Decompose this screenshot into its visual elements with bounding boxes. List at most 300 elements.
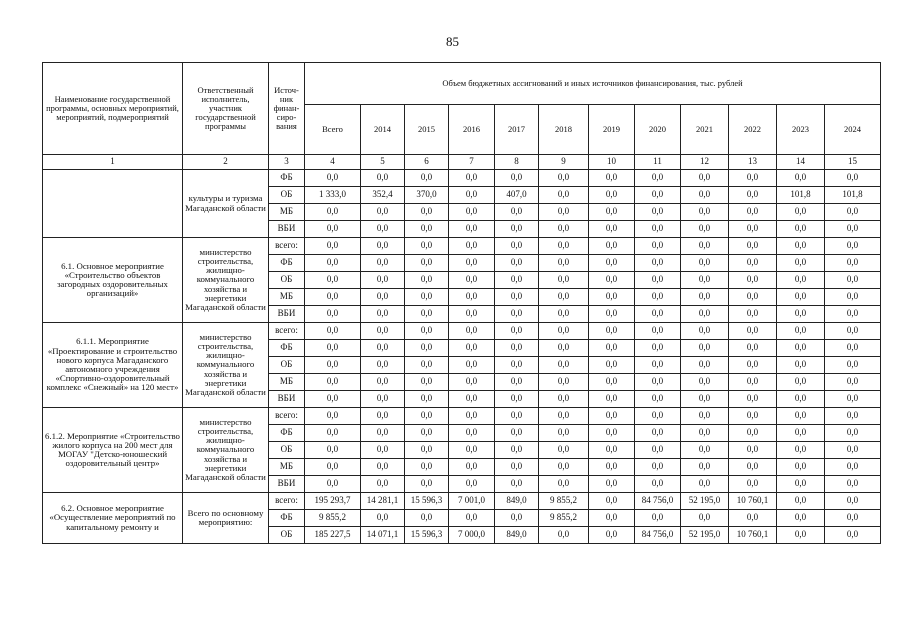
year-value-cell: 0,0 [449, 357, 495, 374]
year-value-cell: 0,0 [539, 459, 589, 476]
year-value-cell: 0,0 [681, 255, 729, 272]
year-value-cell: 0,0 [539, 442, 589, 459]
year-value-cell: 0,0 [405, 221, 449, 238]
year-value-cell: 0,0 [495, 323, 539, 340]
year-value-cell: 0,0 [405, 340, 449, 357]
header-name: Наименование государственной программы, основных мероприятий, мероприятий, подмероприятий [43, 63, 183, 155]
year-value-cell: 0,0 [825, 374, 881, 391]
year-value-cell: 0,0 [361, 408, 405, 425]
year-value-cell: 0,0 [405, 408, 449, 425]
year-value-cell: 0,0 [825, 323, 881, 340]
year-value-cell: 0,0 [635, 510, 681, 527]
total-value-cell: 0,0 [305, 204, 361, 221]
executor-cell: Всего по основному мероприятию: [183, 493, 269, 544]
executor-cell: культуры и туризма Магаданской области [183, 170, 269, 238]
year-value-cell: 0,0 [729, 476, 777, 493]
year-value-cell: 0,0 [495, 391, 539, 408]
budget-table [42, 62, 881, 544]
year-value-cell: 0,0 [729, 425, 777, 442]
year-value-cell: 0,0 [589, 476, 635, 493]
year-value-cell: 0,0 [729, 306, 777, 323]
column-number: 8 [495, 155, 539, 170]
column-number: 4 [305, 155, 361, 170]
year-value-cell: 0,0 [635, 272, 681, 289]
year-value-cell: 0,0 [589, 357, 635, 374]
year-value-cell: 0,0 [361, 255, 405, 272]
year-value-cell: 0,0 [405, 391, 449, 408]
year-value-cell: 0,0 [777, 357, 825, 374]
year-value-cell: 0,0 [449, 272, 495, 289]
year-value-cell: 0,0 [361, 170, 405, 187]
year-value-cell: 0,0 [777, 221, 825, 238]
executor-cell: министерство строительства, жилищно-коммунального хозяйства и энергетики Магаданской области [183, 408, 269, 493]
year-value-cell: 0,0 [449, 374, 495, 391]
header-executor: Ответственный исполнитель, участник государственной программы [183, 63, 269, 155]
year-value-cell: 0,0 [539, 187, 589, 204]
source-cell: всего: [269, 238, 305, 255]
year-value-cell: 0,0 [361, 476, 405, 493]
year-value-cell: 0,0 [825, 527, 881, 544]
year-value-cell: 0,0 [825, 238, 881, 255]
year-value-cell: 0,0 [777, 289, 825, 306]
year-value-cell: 0,0 [729, 204, 777, 221]
year-value-cell: 0,0 [361, 238, 405, 255]
year-value-cell: 0,0 [777, 510, 825, 527]
header-year: 2024 [825, 105, 881, 155]
year-value-cell: 0,0 [825, 442, 881, 459]
year-value-cell: 0,0 [589, 255, 635, 272]
year-value-cell: 0,0 [729, 170, 777, 187]
year-value-cell: 0,0 [635, 425, 681, 442]
table-row [43, 170, 881, 187]
year-value-cell: 0,0 [539, 391, 589, 408]
source-cell: ВБИ [269, 476, 305, 493]
year-value-cell: 0,0 [449, 238, 495, 255]
source-cell: ФБ [269, 340, 305, 357]
year-value-cell: 0,0 [635, 323, 681, 340]
year-value-cell: 0,0 [777, 340, 825, 357]
source-cell: МБ [269, 374, 305, 391]
year-value-cell: 0,0 [681, 306, 729, 323]
year-value-cell: 0,0 [729, 391, 777, 408]
year-value-cell: 7 001,0 [449, 493, 495, 510]
total-value-cell: 0,0 [305, 289, 361, 306]
year-value-cell: 0,0 [589, 221, 635, 238]
year-value-cell: 0,0 [681, 170, 729, 187]
year-value-cell: 0,0 [777, 493, 825, 510]
year-value-cell: 0,0 [449, 170, 495, 187]
source-cell: ФБ [269, 510, 305, 527]
year-value-cell: 0,0 [589, 204, 635, 221]
year-value-cell: 0,0 [777, 323, 825, 340]
source-cell: ВБИ [269, 221, 305, 238]
year-value-cell: 0,0 [405, 476, 449, 493]
year-value-cell: 0,0 [449, 510, 495, 527]
year-value-cell: 0,0 [589, 323, 635, 340]
year-value-cell: 84 756,0 [635, 527, 681, 544]
total-value-cell: 1 333,0 [305, 187, 361, 204]
source-cell: ОБ [269, 527, 305, 544]
year-value-cell: 14 071,1 [361, 527, 405, 544]
year-value-cell: 0,0 [635, 476, 681, 493]
year-value-cell: 0,0 [361, 221, 405, 238]
year-value-cell: 0,0 [539, 425, 589, 442]
header-year: 2020 [635, 105, 681, 155]
year-value-cell: 407,0 [495, 187, 539, 204]
year-value-cell: 849,0 [495, 527, 539, 544]
header-year: 2017 [495, 105, 539, 155]
year-value-cell: 0,0 [361, 272, 405, 289]
header-year: 2016 [449, 105, 495, 155]
year-value-cell: 0,0 [681, 323, 729, 340]
source-cell: ФБ [269, 255, 305, 272]
year-value-cell: 0,0 [777, 204, 825, 221]
year-value-cell: 0,0 [729, 289, 777, 306]
year-value-cell: 0,0 [777, 459, 825, 476]
year-value-cell: 0,0 [539, 289, 589, 306]
total-value-cell: 0,0 [305, 340, 361, 357]
executor-cell: министерство строительства, жилищно-коммунального хозяйства и энергетики Магаданской области [183, 323, 269, 408]
year-value-cell: 0,0 [681, 187, 729, 204]
year-value-cell: 0,0 [825, 170, 881, 187]
header-year: 2019 [589, 105, 635, 155]
year-value-cell: 0,0 [825, 204, 881, 221]
year-value-cell: 0,0 [635, 357, 681, 374]
header-source: Источ-ник финан-сиро-вания [269, 63, 305, 155]
year-value-cell: 9 855,2 [539, 493, 589, 510]
year-value-cell: 0,0 [635, 408, 681, 425]
year-value-cell: 0,0 [449, 221, 495, 238]
year-value-cell: 0,0 [681, 238, 729, 255]
year-value-cell: 0,0 [825, 357, 881, 374]
column-number: 12 [681, 155, 729, 170]
year-value-cell: 0,0 [729, 510, 777, 527]
year-value-cell: 0,0 [635, 306, 681, 323]
total-value-cell: 0,0 [305, 374, 361, 391]
year-value-cell: 0,0 [729, 408, 777, 425]
year-value-cell: 0,0 [539, 357, 589, 374]
total-value-cell: 0,0 [305, 391, 361, 408]
year-value-cell: 0,0 [589, 408, 635, 425]
year-value-cell: 0,0 [681, 391, 729, 408]
total-value-cell: 0,0 [305, 357, 361, 374]
year-value-cell: 0,0 [539, 374, 589, 391]
year-value-cell: 0,0 [635, 442, 681, 459]
year-value-cell: 0,0 [589, 425, 635, 442]
year-value-cell: 0,0 [777, 476, 825, 493]
year-value-cell: 0,0 [589, 527, 635, 544]
year-value-cell: 101,8 [825, 187, 881, 204]
year-value-cell: 0,0 [635, 289, 681, 306]
year-value-cell: 0,0 [405, 323, 449, 340]
year-value-cell: 0,0 [361, 306, 405, 323]
year-value-cell: 0,0 [589, 391, 635, 408]
column-number: 1 [43, 155, 183, 170]
source-cell: ОБ [269, 357, 305, 374]
total-value-cell: 185 227,5 [305, 527, 361, 544]
year-value-cell: 0,0 [589, 238, 635, 255]
year-value-cell: 0,0 [539, 221, 589, 238]
table-row [43, 323, 881, 340]
header-year: 2021 [681, 105, 729, 155]
total-value-cell: 0,0 [305, 306, 361, 323]
year-value-cell: 0,0 [361, 459, 405, 476]
year-value-cell: 0,0 [449, 289, 495, 306]
year-value-cell: 0,0 [361, 442, 405, 459]
source-cell: ВБИ [269, 391, 305, 408]
year-value-cell: 84 756,0 [635, 493, 681, 510]
year-value-cell: 0,0 [495, 289, 539, 306]
source-cell: МБ [269, 204, 305, 221]
year-value-cell: 0,0 [729, 255, 777, 272]
total-value-cell: 0,0 [305, 323, 361, 340]
year-value-cell: 0,0 [361, 357, 405, 374]
table-row [43, 238, 881, 255]
year-value-cell: 0,0 [405, 374, 449, 391]
year-value-cell: 0,0 [405, 459, 449, 476]
header-year: 2023 [777, 105, 825, 155]
header-year: 2015 [405, 105, 449, 155]
year-value-cell: 0,0 [777, 255, 825, 272]
year-value-cell: 0,0 [361, 289, 405, 306]
year-value-cell: 0,0 [449, 476, 495, 493]
year-value-cell: 0,0 [361, 391, 405, 408]
year-value-cell: 0,0 [495, 204, 539, 221]
source-cell: ВБИ [269, 306, 305, 323]
year-value-cell: 0,0 [681, 476, 729, 493]
year-value-cell: 0,0 [361, 323, 405, 340]
header-volume: Объем бюджетных ассигнований и иных источников финансирования, тыс. рублей [305, 63, 881, 105]
year-value-cell: 0,0 [449, 323, 495, 340]
year-value-cell: 0,0 [361, 510, 405, 527]
year-value-cell: 0,0 [539, 255, 589, 272]
total-value-cell: 0,0 [305, 238, 361, 255]
year-value-cell: 0,0 [825, 340, 881, 357]
column-number: 3 [269, 155, 305, 170]
year-value-cell: 0,0 [825, 272, 881, 289]
year-value-cell: 0,0 [589, 289, 635, 306]
total-value-cell: 0,0 [305, 170, 361, 187]
column-number: 15 [825, 155, 881, 170]
year-value-cell: 10 760,1 [729, 527, 777, 544]
year-value-cell: 0,0 [405, 442, 449, 459]
program-name-cell: 6.1. Основное мероприятие «Строительство объектов загородных оздоровительных организаций» [43, 238, 183, 323]
year-value-cell: 0,0 [681, 357, 729, 374]
source-cell: ОБ [269, 272, 305, 289]
year-value-cell: 0,0 [405, 238, 449, 255]
year-value-cell: 0,0 [361, 204, 405, 221]
year-value-cell: 0,0 [361, 425, 405, 442]
year-value-cell: 0,0 [681, 289, 729, 306]
year-value-cell: 0,0 [495, 272, 539, 289]
year-value-cell: 0,0 [635, 221, 681, 238]
year-value-cell: 0,0 [825, 425, 881, 442]
year-value-cell: 0,0 [729, 459, 777, 476]
year-value-cell: 0,0 [681, 204, 729, 221]
program-name-cell [43, 170, 183, 238]
year-value-cell: 0,0 [777, 306, 825, 323]
year-value-cell: 0,0 [539, 527, 589, 544]
year-value-cell: 0,0 [681, 340, 729, 357]
year-value-cell: 0,0 [729, 221, 777, 238]
column-number: 11 [635, 155, 681, 170]
year-value-cell: 0,0 [495, 357, 539, 374]
table-row [43, 408, 881, 425]
year-value-cell: 0,0 [825, 391, 881, 408]
year-value-cell: 0,0 [825, 510, 881, 527]
year-value-cell: 0,0 [729, 442, 777, 459]
header-year: 2022 [729, 105, 777, 155]
year-value-cell: 0,0 [539, 340, 589, 357]
year-value-cell: 0,0 [777, 425, 825, 442]
year-value-cell: 0,0 [589, 187, 635, 204]
year-value-cell: 0,0 [449, 255, 495, 272]
year-value-cell: 0,0 [589, 374, 635, 391]
year-value-cell: 0,0 [825, 255, 881, 272]
year-value-cell: 0,0 [495, 340, 539, 357]
year-value-cell: 0,0 [539, 476, 589, 493]
source-cell: всего: [269, 493, 305, 510]
year-value-cell: 0,0 [405, 255, 449, 272]
year-value-cell: 0,0 [635, 459, 681, 476]
year-value-cell: 0,0 [589, 272, 635, 289]
year-value-cell: 0,0 [729, 238, 777, 255]
page-number: 85 [446, 34, 459, 49]
year-value-cell: 0,0 [777, 527, 825, 544]
year-value-cell: 0,0 [449, 204, 495, 221]
year-value-cell: 0,0 [405, 289, 449, 306]
year-value-cell: 0,0 [449, 442, 495, 459]
year-value-cell: 0,0 [449, 187, 495, 204]
year-value-cell: 0,0 [777, 238, 825, 255]
total-value-cell: 0,0 [305, 425, 361, 442]
total-value-cell: 0,0 [305, 408, 361, 425]
year-value-cell: 0,0 [539, 272, 589, 289]
year-value-cell: 0,0 [495, 476, 539, 493]
year-value-cell: 0,0 [825, 476, 881, 493]
year-value-cell: 0,0 [777, 391, 825, 408]
year-value-cell: 0,0 [825, 459, 881, 476]
year-value-cell: 0,0 [825, 221, 881, 238]
year-value-cell: 0,0 [681, 510, 729, 527]
year-value-cell: 0,0 [825, 289, 881, 306]
year-value-cell: 0,0 [539, 170, 589, 187]
source-cell: ФБ [269, 425, 305, 442]
source-cell: всего: [269, 323, 305, 340]
year-value-cell: 352,4 [361, 187, 405, 204]
year-value-cell: 0,0 [405, 306, 449, 323]
year-value-cell: 0,0 [635, 204, 681, 221]
year-value-cell: 0,0 [635, 170, 681, 187]
year-value-cell: 0,0 [495, 408, 539, 425]
year-value-cell: 0,0 [729, 323, 777, 340]
year-value-cell: 0,0 [495, 238, 539, 255]
column-number: 9 [539, 155, 589, 170]
year-value-cell: 52 195,0 [681, 493, 729, 510]
year-value-cell: 0,0 [635, 374, 681, 391]
year-value-cell: 15 596,3 [405, 527, 449, 544]
year-value-cell: 370,0 [405, 187, 449, 204]
header-total: Всего [305, 105, 361, 155]
year-value-cell: 9 855,2 [539, 510, 589, 527]
year-value-cell: 0,0 [777, 408, 825, 425]
year-value-cell: 0,0 [729, 374, 777, 391]
year-value-cell: 0,0 [681, 374, 729, 391]
total-value-cell: 0,0 [305, 459, 361, 476]
total-value-cell: 0,0 [305, 255, 361, 272]
total-value-cell: 0,0 [305, 476, 361, 493]
column-number: 14 [777, 155, 825, 170]
year-value-cell: 0,0 [777, 374, 825, 391]
year-value-cell: 0,0 [681, 425, 729, 442]
year-value-cell: 14 281,1 [361, 493, 405, 510]
source-cell: всего: [269, 408, 305, 425]
year-value-cell: 0,0 [405, 425, 449, 442]
source-cell: МБ [269, 459, 305, 476]
year-value-cell: 0,0 [635, 255, 681, 272]
year-value-cell: 0,0 [825, 493, 881, 510]
year-value-cell: 15 596,3 [405, 493, 449, 510]
year-value-cell: 0,0 [495, 374, 539, 391]
program-name-cell: 6.1.1. Мероприятие «Проектирование и строительство нового корпуса Магаданского автономного учреждения «Спортивно-оздоровительный комплекс «Снежный» на 120 мест» [43, 323, 183, 408]
source-cell: ОБ [269, 187, 305, 204]
year-value-cell: 0,0 [449, 306, 495, 323]
year-value-cell: 0,0 [589, 306, 635, 323]
year-value-cell: 0,0 [825, 408, 881, 425]
year-value-cell: 0,0 [777, 170, 825, 187]
total-value-cell: 0,0 [305, 272, 361, 289]
year-value-cell: 0,0 [825, 306, 881, 323]
year-value-cell: 0,0 [361, 340, 405, 357]
year-value-cell: 0,0 [495, 255, 539, 272]
year-value-cell: 0,0 [495, 170, 539, 187]
header-year: 2018 [539, 105, 589, 155]
year-value-cell: 10 760,1 [729, 493, 777, 510]
total-value-cell: 0,0 [305, 221, 361, 238]
total-value-cell: 0,0 [305, 442, 361, 459]
year-value-cell: 0,0 [729, 340, 777, 357]
column-number: 7 [449, 155, 495, 170]
year-value-cell: 0,0 [635, 187, 681, 204]
year-value-cell: 0,0 [681, 459, 729, 476]
year-value-cell: 0,0 [449, 459, 495, 476]
year-value-cell: 0,0 [495, 425, 539, 442]
year-value-cell: 0,0 [405, 272, 449, 289]
year-value-cell: 0,0 [777, 442, 825, 459]
year-value-cell: 0,0 [449, 425, 495, 442]
year-value-cell: 0,0 [539, 238, 589, 255]
year-value-cell: 0,0 [729, 272, 777, 289]
source-cell: МБ [269, 289, 305, 306]
column-number: 13 [729, 155, 777, 170]
year-value-cell: 0,0 [495, 221, 539, 238]
year-value-cell: 0,0 [635, 238, 681, 255]
year-value-cell: 0,0 [449, 340, 495, 357]
year-value-cell: 0,0 [405, 357, 449, 374]
year-value-cell: 7 000,0 [449, 527, 495, 544]
year-value-cell: 849,0 [495, 493, 539, 510]
year-value-cell: 0,0 [589, 459, 635, 476]
total-value-cell: 9 855,2 [305, 510, 361, 527]
year-value-cell: 0,0 [635, 391, 681, 408]
year-value-cell: 0,0 [681, 272, 729, 289]
year-value-cell: 0,0 [405, 170, 449, 187]
year-value-cell: 0,0 [681, 221, 729, 238]
year-value-cell: 0,0 [777, 272, 825, 289]
year-value-cell: 0,0 [539, 408, 589, 425]
year-value-cell: 0,0 [589, 510, 635, 527]
table-row [43, 493, 881, 510]
